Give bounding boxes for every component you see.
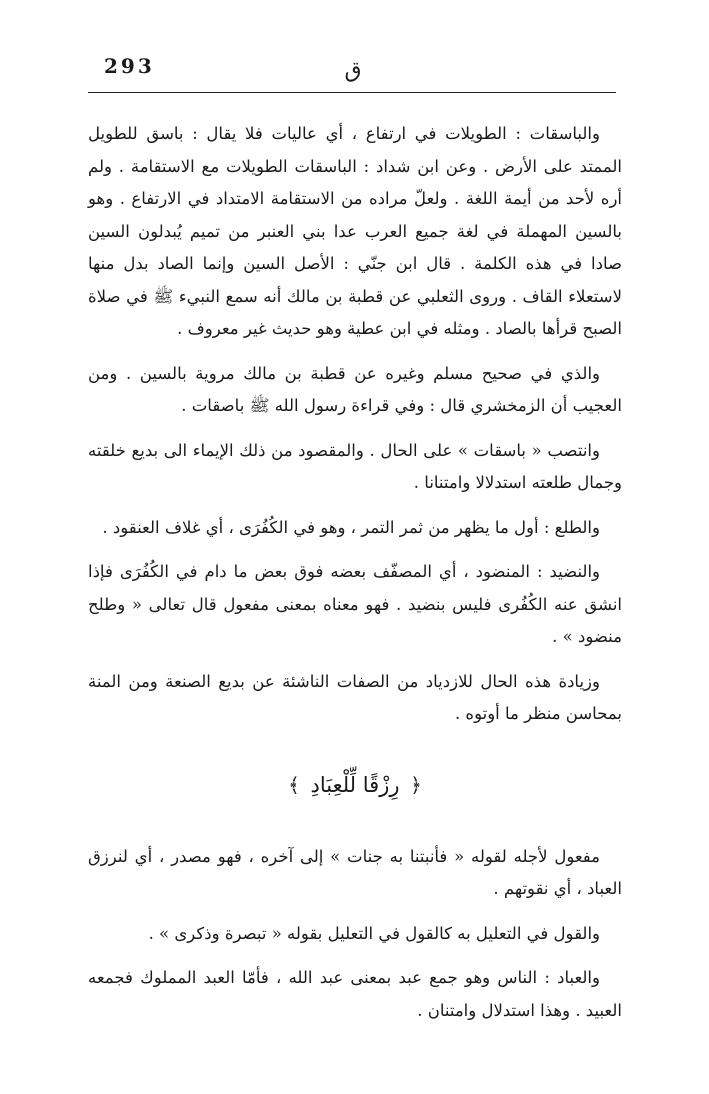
paragraph-nadid: والنضيد : المنضود ، أي المصفّف بعضه فوق بعض ما دام في الكُفُرَى فإذا انشق عنه الكُفُرى فليس بنضيد . فهو معناه بمعنى مفعول قال تعالى « وطلح منضود » .: [88, 562, 622, 646]
paragraph-basiqat: والباسقات : الطويلات في ارتفاع ، أي عاليات فلا يقال : باسق للطويل الممتد على الأرض . وعن ابن شداد : الباسقات الطويلات مع الاستقامة . ولم أره لأحد من أيمة اللغة . ولعلّ مراده من الاستقامة الامتداد في الارتفاع . وهو بالسين المهملة في لغة جميع العرب عدا بني العنبر من تميم يُبدلون السين صادا في هذه الكلمة . قال ابن جنّي : الأصل السين وإنما الصاد بدل منها لاستعلاء القاف . وروى الثعلبي عن قطبة بن مالك أنه سمع النبيء ﷺ في صلاة الصبح قرأها بالصاد . ومثله في ابن عطية وهو حديث غير معروف .: [88, 124, 623, 338]
paragraph-hal: وانتصب « باسقات » على الحال . والمقصود من ذلك الإيماء الى بديع خلقته وجمال طلعته استدلالا وامتنانا .: [88, 440, 622, 492]
paragraph-sahih-muslim: والذي في صحيح مسلم وغيره عن قطبة بن مالك مروية بالسين . ومن العجيب أن الزمخشري قال : وفي قراءة رسول الله ﷺ باصقات .: [88, 363, 622, 415]
quran-verse: [88, 765, 622, 805]
paragraph-ibad: والعباد : الناس وهو جمع عبد بمعنى عبد الله ، فأمّا العبد المملوك فجمعه العبيد . وهذا استدلال وامتنان .: [88, 968, 622, 1020]
verse-close-brace: ﴾: [288, 772, 300, 797]
page-header: [88, 52, 616, 93]
verse-open-brace: ﴿: [410, 772, 422, 797]
running-title: ق: [344, 58, 362, 83]
page-number: 293: [104, 54, 155, 78]
paragraph-talh: والطلع : أول ما يظهر من ثمر التمر ، وهو في الكُفُرَى ، أي غلاف العنقود .: [102, 517, 600, 537]
verse-text: رِزْقًا لِّلْعِبَادِ: [310, 772, 400, 797]
paragraph-taalil: والقول في التعليل به كالقول في التعليل بقوله « تبصرة وذكرى » .: [148, 923, 600, 943]
paragraph-mafool: مفعول لأجله لقوله « فأنبتنا به جنات » إلى آخره ، فهو مصدر ، أي لنرزق العباد ، أي نقوتهم .: [88, 846, 622, 898]
page-body: [88, 118, 622, 1039]
paragraph-ziyada: وزيادة هذه الحال للازدياد من الصفات الناشئة عن بديع الصنعة ومن المنة بمحاسن منظر ما أوتوه .: [88, 671, 622, 723]
